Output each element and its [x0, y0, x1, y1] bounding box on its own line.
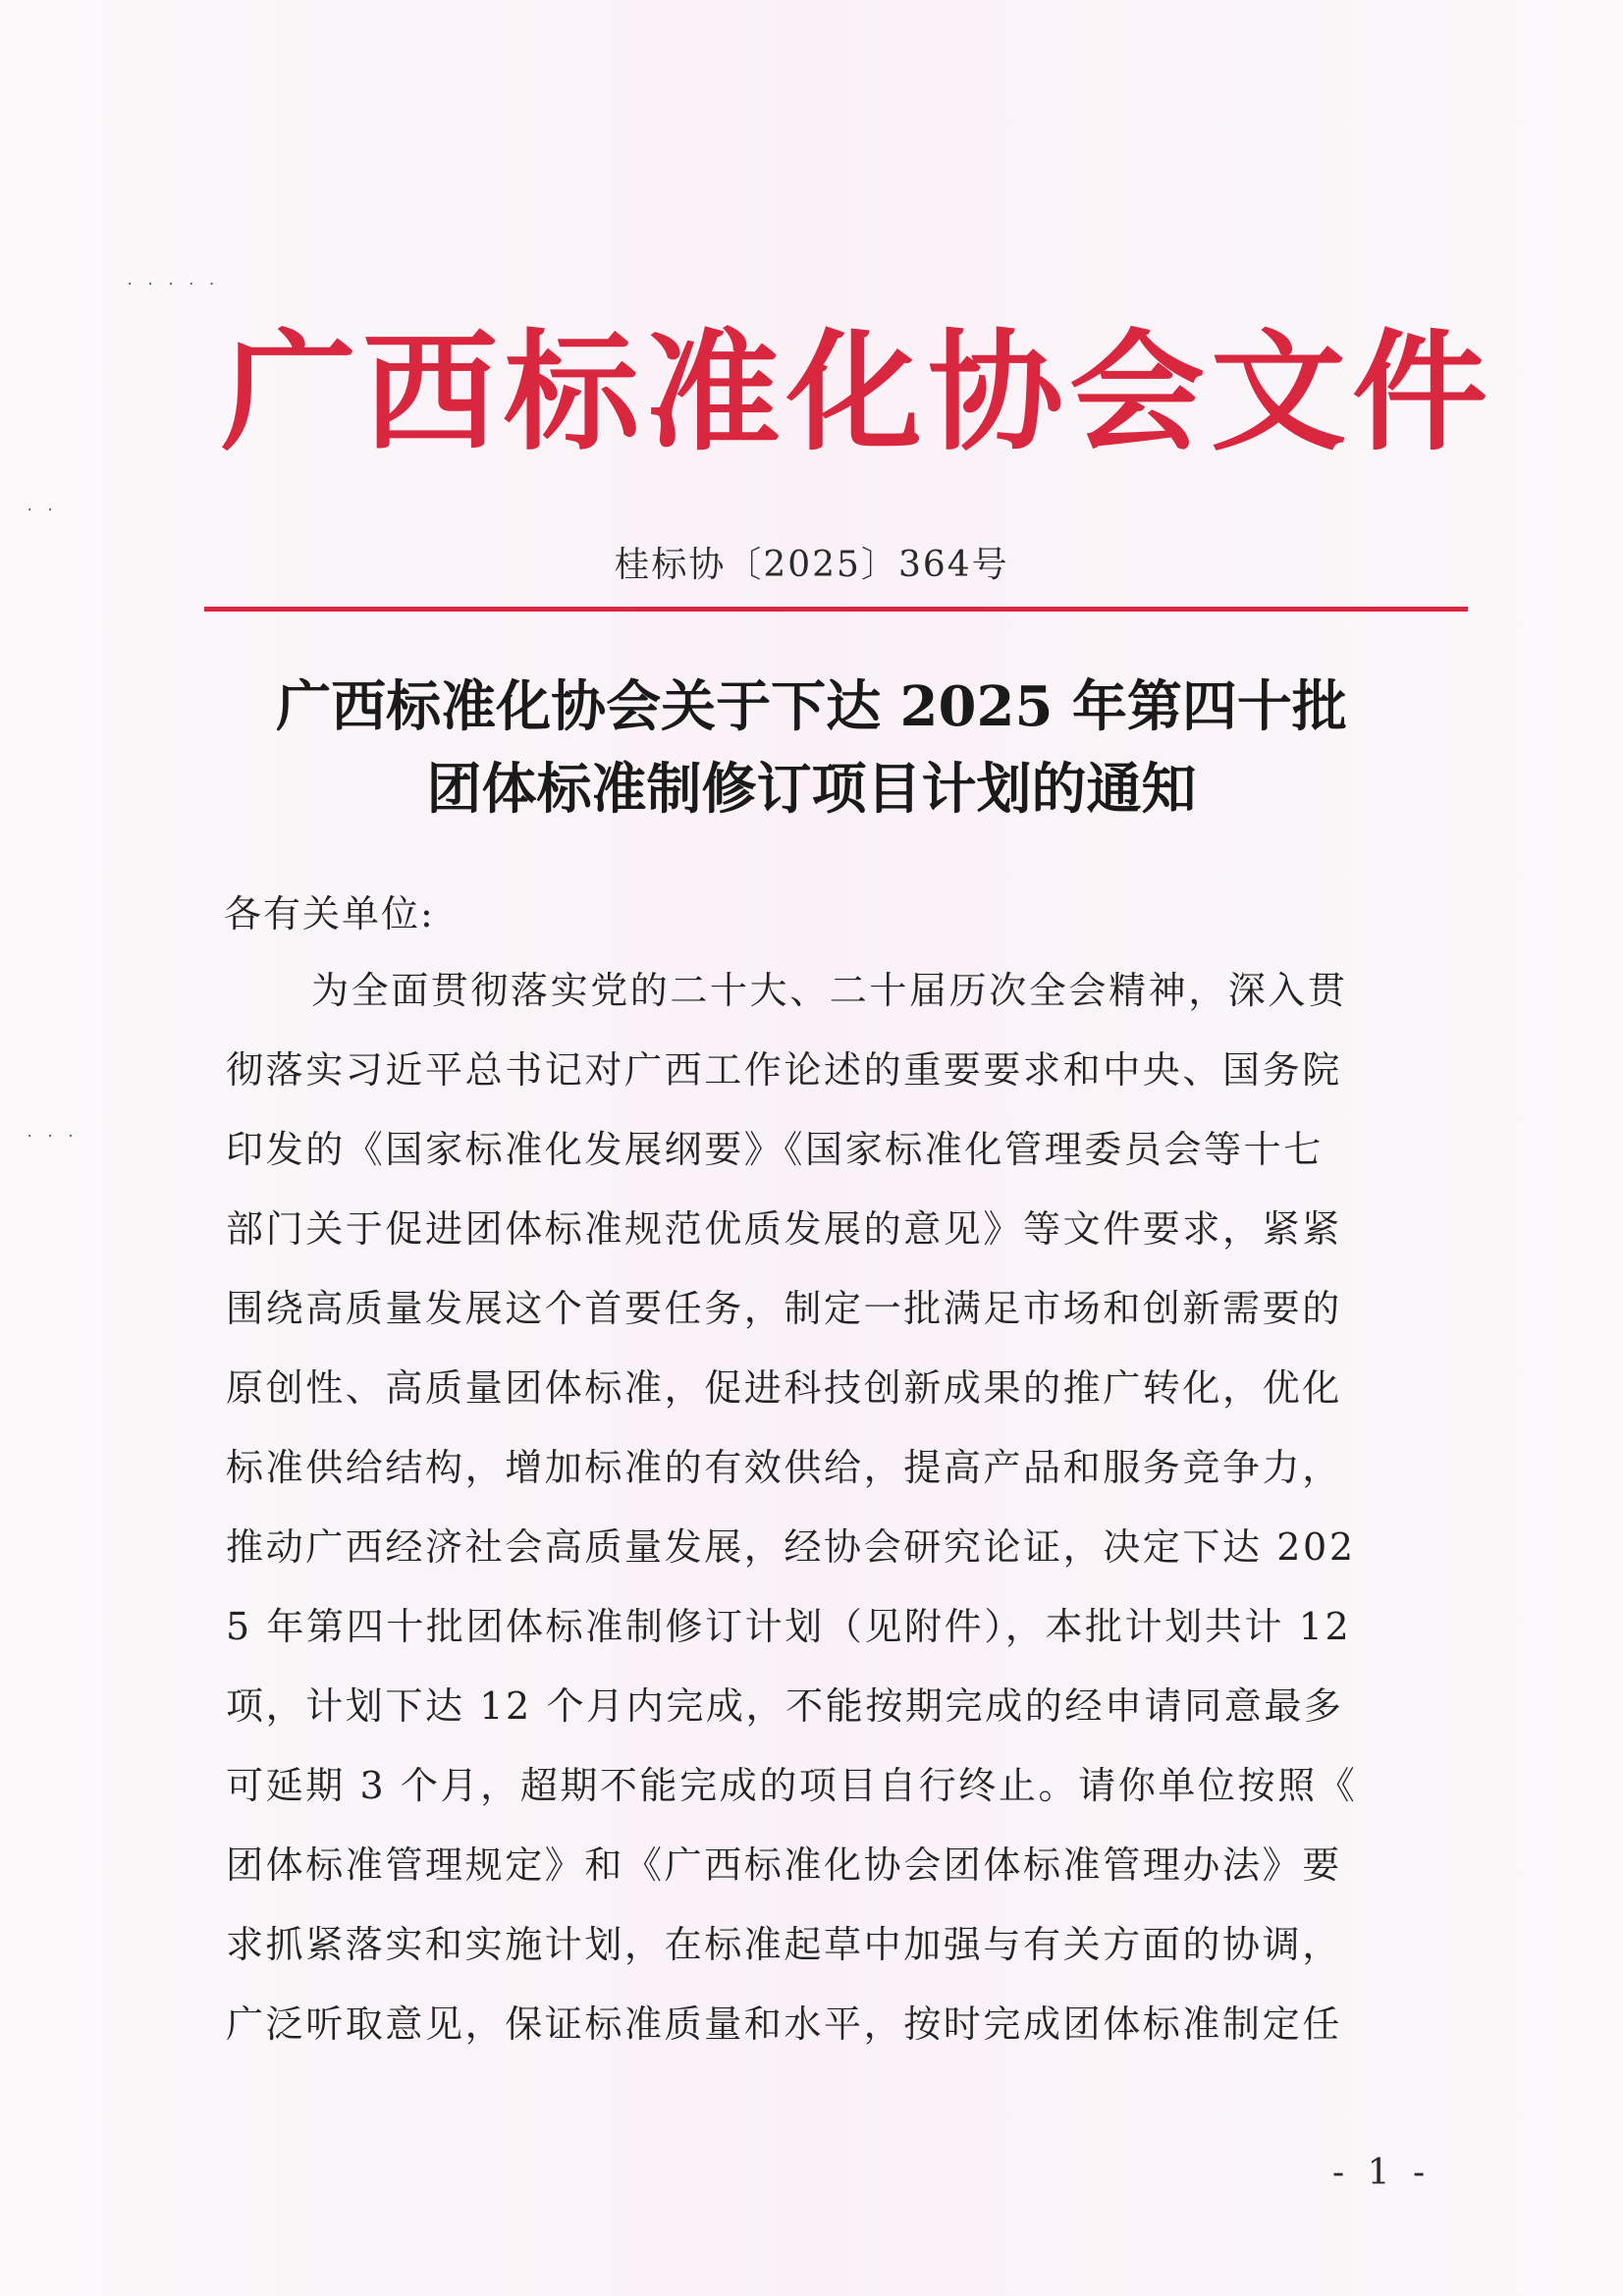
body-line: 原创性、高质量团体标准，促进科技创新成果的推广转化，优化 [226, 1366, 1342, 1410]
body-line: 印发的《国家标准化发展纲要》《国家标准化管理委员会等十七 [226, 1128, 1324, 1171]
body-line: 团体标准管理规定》和《广西标准化协会团体标准管理办法》要 [226, 1843, 1342, 1887]
body-line: 部门关于促进团体标准规范优质发展的意见》等文件要求，紧紧 [226, 1207, 1342, 1251]
body-line: 标准供给结构，增加标准的有效供给，提高产品和服务竞争力， [226, 1446, 1342, 1489]
scan-artifact: · · · [26, 1129, 78, 1145]
document-number: 桂标协〔2025〕364号 [614, 545, 1009, 585]
masthead-title: 广西标准化协会文件 [221, 314, 1494, 469]
body-line: 彻落实习近平总书记对广西工作论述的重要要求和中央、国务院 [226, 1048, 1342, 1092]
red-divider-line [204, 607, 1468, 612]
notice-title-line-1: 广西标准化协会关于下达 2025 年第四十批 [276, 674, 1347, 739]
scan-artifact: · · · · · [126, 277, 218, 293]
page-number: - 1 - [1332, 2153, 1432, 2193]
body-line: 围绕高质量发展这个首要任务，制定一批满足市场和创新需要的 [226, 1287, 1342, 1330]
body-line: 5 年第四十批团体标准制修订计划（见附件），本批计划共计 12 [226, 1605, 1352, 1648]
body-line: 可延期 3 个月，超期不能完成的项目自行终止。请你单位按照《 [226, 1764, 1358, 1807]
body-line: 推动广西经济社会高质量发展，经协会研究论证，决定下达 202 [226, 1525, 1356, 1569]
body-line: 项，计划下达 12 个月内完成，不能按期完成的经申请同意最多 [226, 1684, 1344, 1728]
body-paragraph [226, 965, 1434, 2078]
scan-artifact: · · [26, 503, 57, 518]
notice-title [0, 666, 1623, 830]
body-line: 广泛听取意见，保证标准质量和水平，按时完成团体标准制定任 [226, 2002, 1342, 2046]
salutation: 各有关单位: [224, 892, 435, 935]
body-line: 求抓紧落实和实施计划，在标准起草中加强与有关方面的协调， [226, 1923, 1342, 1966]
notice-title-line-2: 团体标准制修订项目计划的通知 [426, 757, 1197, 822]
body-line: 为全面贯彻落实党的二十大、二十届历次全会精神，深入贯 [311, 969, 1348, 1012]
